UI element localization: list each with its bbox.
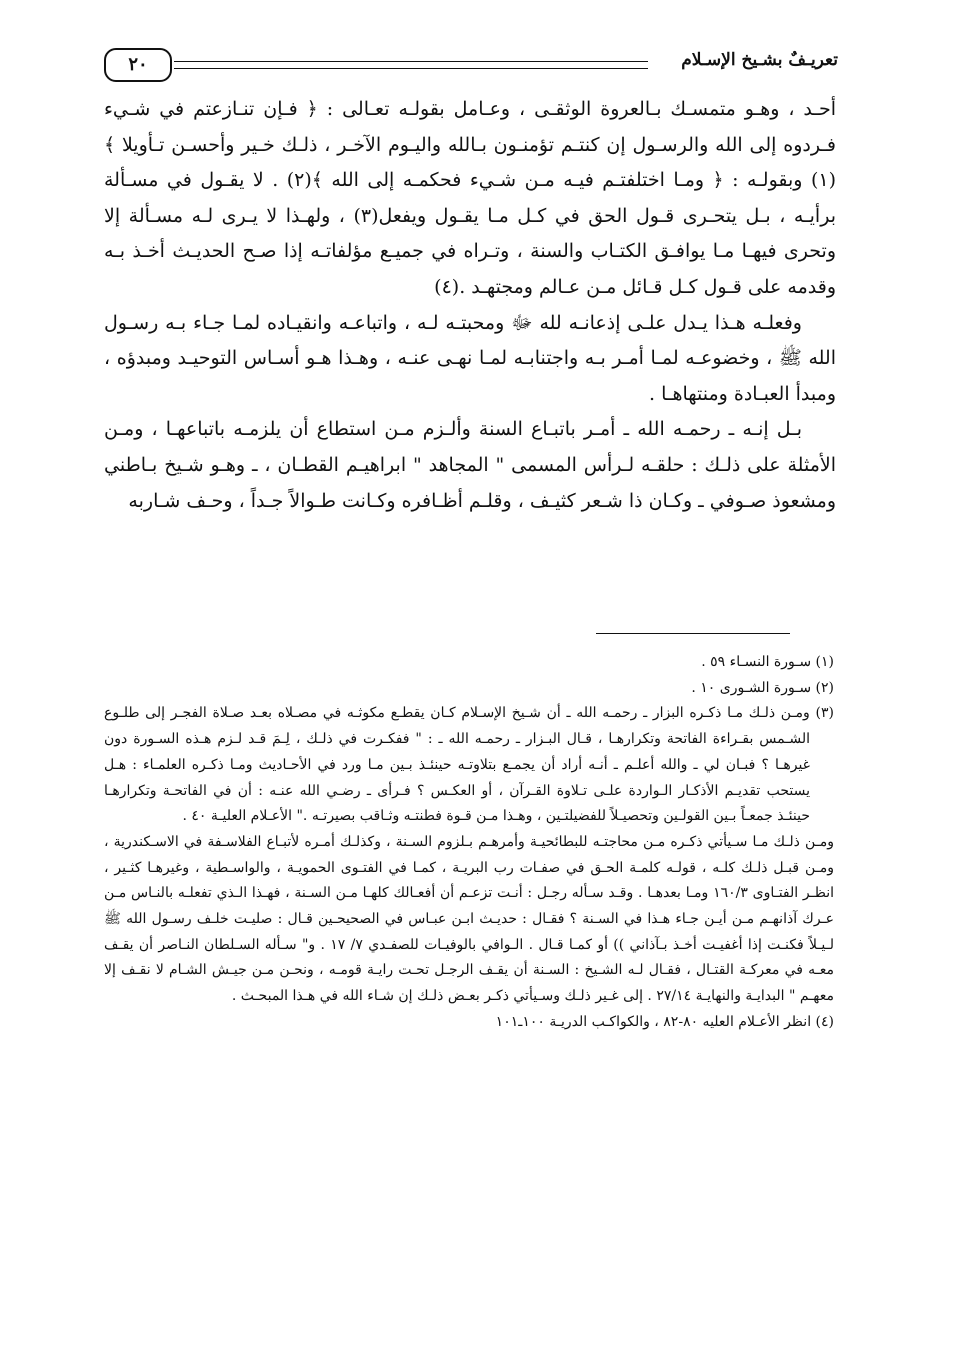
page-header: [104, 44, 838, 84]
main-text: [104, 92, 836, 519]
footnote-3-continued: ومـن ذلـك مـا سـيأتي ذكـره مـن محاجتـه للبطائحيـة وأمرهـم بـلزوم السـنة ، وكذلـك أمـره لأتبـاع الفلاسـفة في الاسـكندرية ، ومـن قبـل ذلـك كلـه ، قولـه كلمـة الحـق في صفـات رب البريـة ، كمـا في الفتـوى الحمويـة ، والواسـطية ، وغيرهـا كثـير ، انظـر الفتـاوى ١٦٠/٣ ومـا بعدهـا . وقـد سـأله رجـل : أنـت تزعـم أن أفعـالك كلهـا مـن السـنة ، فهـذا الـذي تفعلـه بالنـاس مـن عـرك آذانهـم مـن أيـن جـاء هـذا في السـنة ؟ فقـال : حديـث ابـن عبـاس في الصحيحـين قـال : صليـت خلـف رسـول الله ﷺ لـيـلاً فكنـت إذا أغفيـت أخـذ بـآذاني )) أو كمـا قـال . الـوافي بالوفيـات للصفـدي ٧/ ١٧ . و" سـأله السـلطان النـاصر أن يقـف معـه في معركـة القتـال ، فقـال لـه الشـيخ : السـنة أن يقـف الرجـل تحـت رايـة قومـه ، ونحـن مـن جيـش الشـام لا نقـف إلا معهـم " البدايـة والنهايـة ٢٧/١٤ . إلى غـير ذلـك وسـيأتي ذكـر بعـض ذلـك إن شـاء الله في هـذا المبحـث .: [104, 833, 835, 1005]
paragraph: بـل إنـه ـ رحمـه الله ـ أمـر باتبـاع السنة وألـزم مـن استطاع أن يلزمـه باتباعهـا ، ومـن الأمثلة على ذلـك : حلقـه لـرأس المسمى " المجاهد " ابراهيـم القطـان ، ـ وهـو شـيخ بـاطني ومشعوذ صـوفي ـ وكـان ذا شـعر كثيـف ، وقلـم أظـافره وكـانت طـوالاً جـداً ، وحـف شـاربه: [104, 418, 836, 512]
footnote-1: (١) سـورة النسـاء ٥٩ .: [701, 654, 834, 670]
footnote-3: (٣) ومـن ذلـك مـا ذكـره البزار ـ رحمـه الله ـ أن شـيخ الإسـلام كـان يقطـع مكوثـه في مصـلاه بعـد صـلاة الفجـر إلى طلـوع الشـمس بقـراءة الفاتحة وتكرارهـا ، قـال البـزار ـ رحمـه الله ـ : " ففكـرت في ذلـك ، لِـمَ قـد لـزم هـذه السـورة دون غيرهـا ؟ فبـان لي ـ والله أعلـم ـ أنـه أراد أن يجمـع بتلاوتـه حينئـذ بـين مـا ورد في الأحـاديث ومـا ذكـره العلمـاء : هـل يستحب تقديـم الأذكـار الـواردة علـى تـلاوة القـرآن ، أو العكـس ؟ فـرأى ـ رضـي الله عنـه : أن في الفاتحـة وتكرارهـا حينئـذ جمعـاً بـين القولـين وتحصيـلاً للفضيلتـين ، وهـذا مـن قـوة فطنتـه وثـاقب بصيرتـه ." الأعـلام العليـة ٤٠ .: [104, 705, 834, 825]
paragraph: وفعلـه هـذا يـدل علـى إذعانـه لله ﷻ ومحبتـه لـه ، واتباعـه وانقيـاده لمـا جـاء بـه رسـول الله ﷺ ، وخضوعـه لمـا أمـر بـه واجتنابـه لمـا نهـى عنـه ، وهـذا هـو أسـاس التوحيـد ومبدؤه ، ومبدأ العبـادة ومنتهاهـا .: [104, 311, 836, 405]
page-number: ٢٠: [104, 48, 172, 82]
paragraph: أحـد ، وهـو متمسـك بـالعروة الوثقـى ، وعـامل بقولـه تعـالى : ﴿ فـإن تنـازعتم في شـيء فـردوه إلى الله والرسـول إن كنتـم تؤمنـون بـالله واليـوم الآخـر ، ذلـك خـير وأحسـن تـأويلا ﴾(١) وبقولـه : ﴿ ومـا اختلفتـم فيـه مـن شـيء فحكمـه إلى الله ﴾(٢) . لا يقـول في مسـألة برأيـه ، بـل يتحـرى قـول الحق في كـل مـا يقـول ويفعل(٣) ، ولهـذا لا يـرى لـه مسـألة إلا وتحرى فيهـا مـا يوافـق الكتـاب والسنة ، وتـراه في جميـع مؤلفاتـه إذا صـح الحديـث أخـذ بـه وقدمه على قـول كـل قـائل مـن عـالم ومجتهـد .(٤): [104, 98, 836, 298]
footnote-separator: [596, 633, 790, 634]
footnote-4: (٤) انظر الأعـلام العليه ٨٠-٨٢ ، والكواكـب الدريـة ١٠٠ـ١٠١: [495, 1013, 834, 1030]
footnotes: [104, 650, 834, 1036]
running-title: تعريـفٌ بشـيخ الإسـلام: [681, 50, 838, 70]
footnote-2: (٢) سـورة الشـورى ١٠ .: [691, 679, 834, 696]
header-rule: [174, 61, 648, 69]
